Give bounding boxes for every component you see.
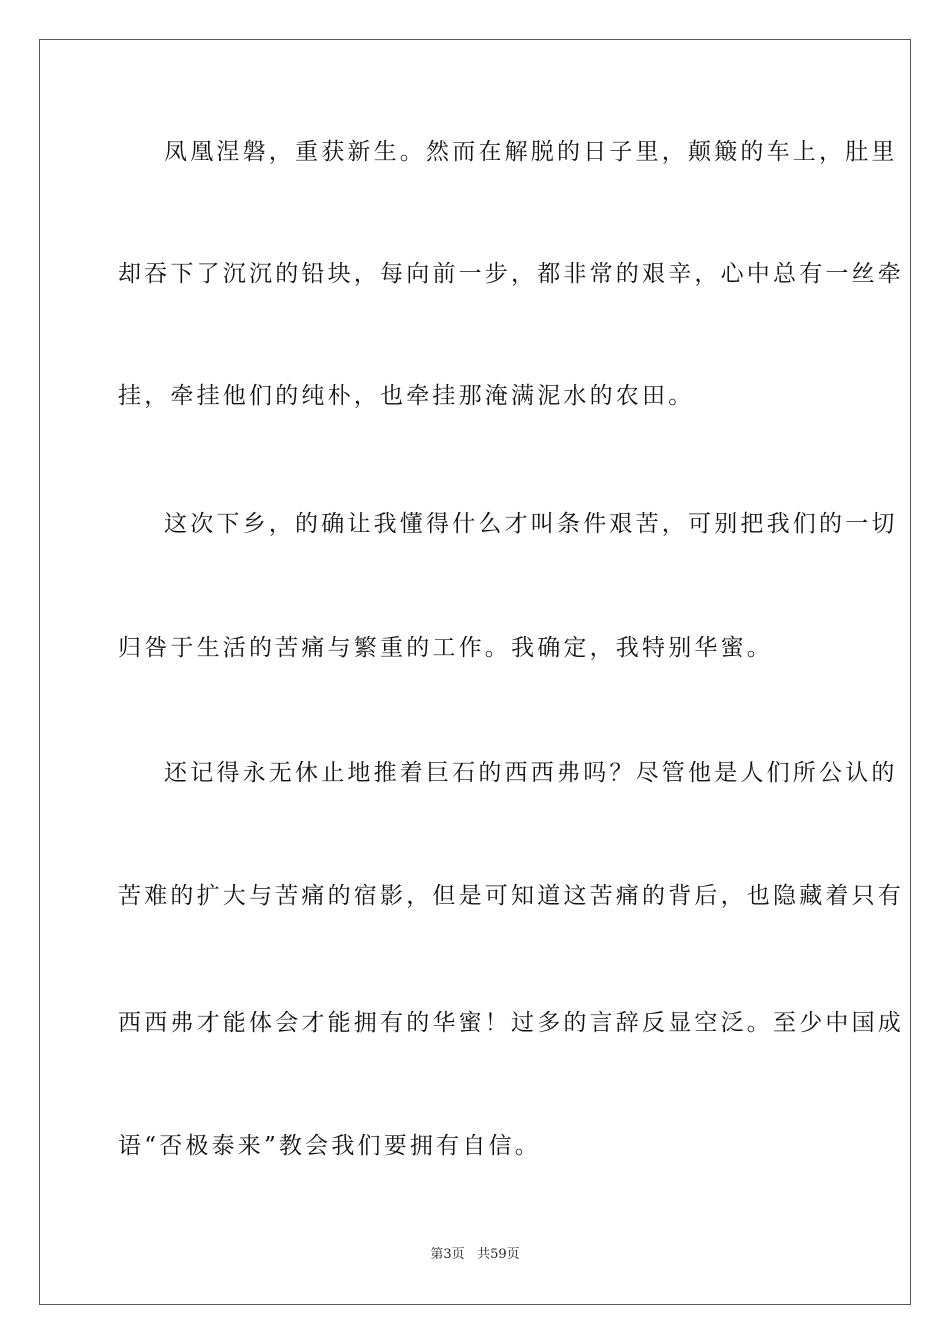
- paragraph-line: 语“否极泰来”教会我们要拥有自信。: [118, 1133, 541, 1159]
- paragraph-line: 苦难的扩大与苦痛的宿影，但是可知道这苦痛的背后，也隐藏着只有: [118, 883, 904, 909]
- paragraph-line: 这次下乡，的确让我懂得什么才叫条件艰苦，可别把我们的一切: [164, 511, 898, 537]
- paragraph-line: 归咎于生活的苦痛与繁重的工作。我确定，我特别华蜜。: [118, 635, 773, 661]
- page-border: [39, 39, 911, 1305]
- paragraph-line: 却吞下了沉沉的铅块，每向前一步，都非常的艰辛，心中总有一丝牵: [118, 261, 904, 287]
- page-footer: [0, 1246, 950, 1264]
- page-number: 第3页: [430, 1247, 465, 1262]
- paragraph-line: 还记得永无休止地推着巨石的西西弗吗？尽管他是人们所公认的: [164, 760, 898, 786]
- paragraph-line: 西西弗才能体会才能拥有的华蜜！过多的言辞反显空泛。至少中国成: [118, 1010, 904, 1036]
- page-total: 共59页: [477, 1247, 520, 1262]
- paragraph-line: 挂，牵挂他们的纯朴，也牵挂那淹满泥水的农田。: [118, 383, 695, 409]
- paragraph-line: 凤凰涅磐，重获新生。然而在解脱的日子里，颠簸的车上，肚里: [164, 139, 898, 165]
